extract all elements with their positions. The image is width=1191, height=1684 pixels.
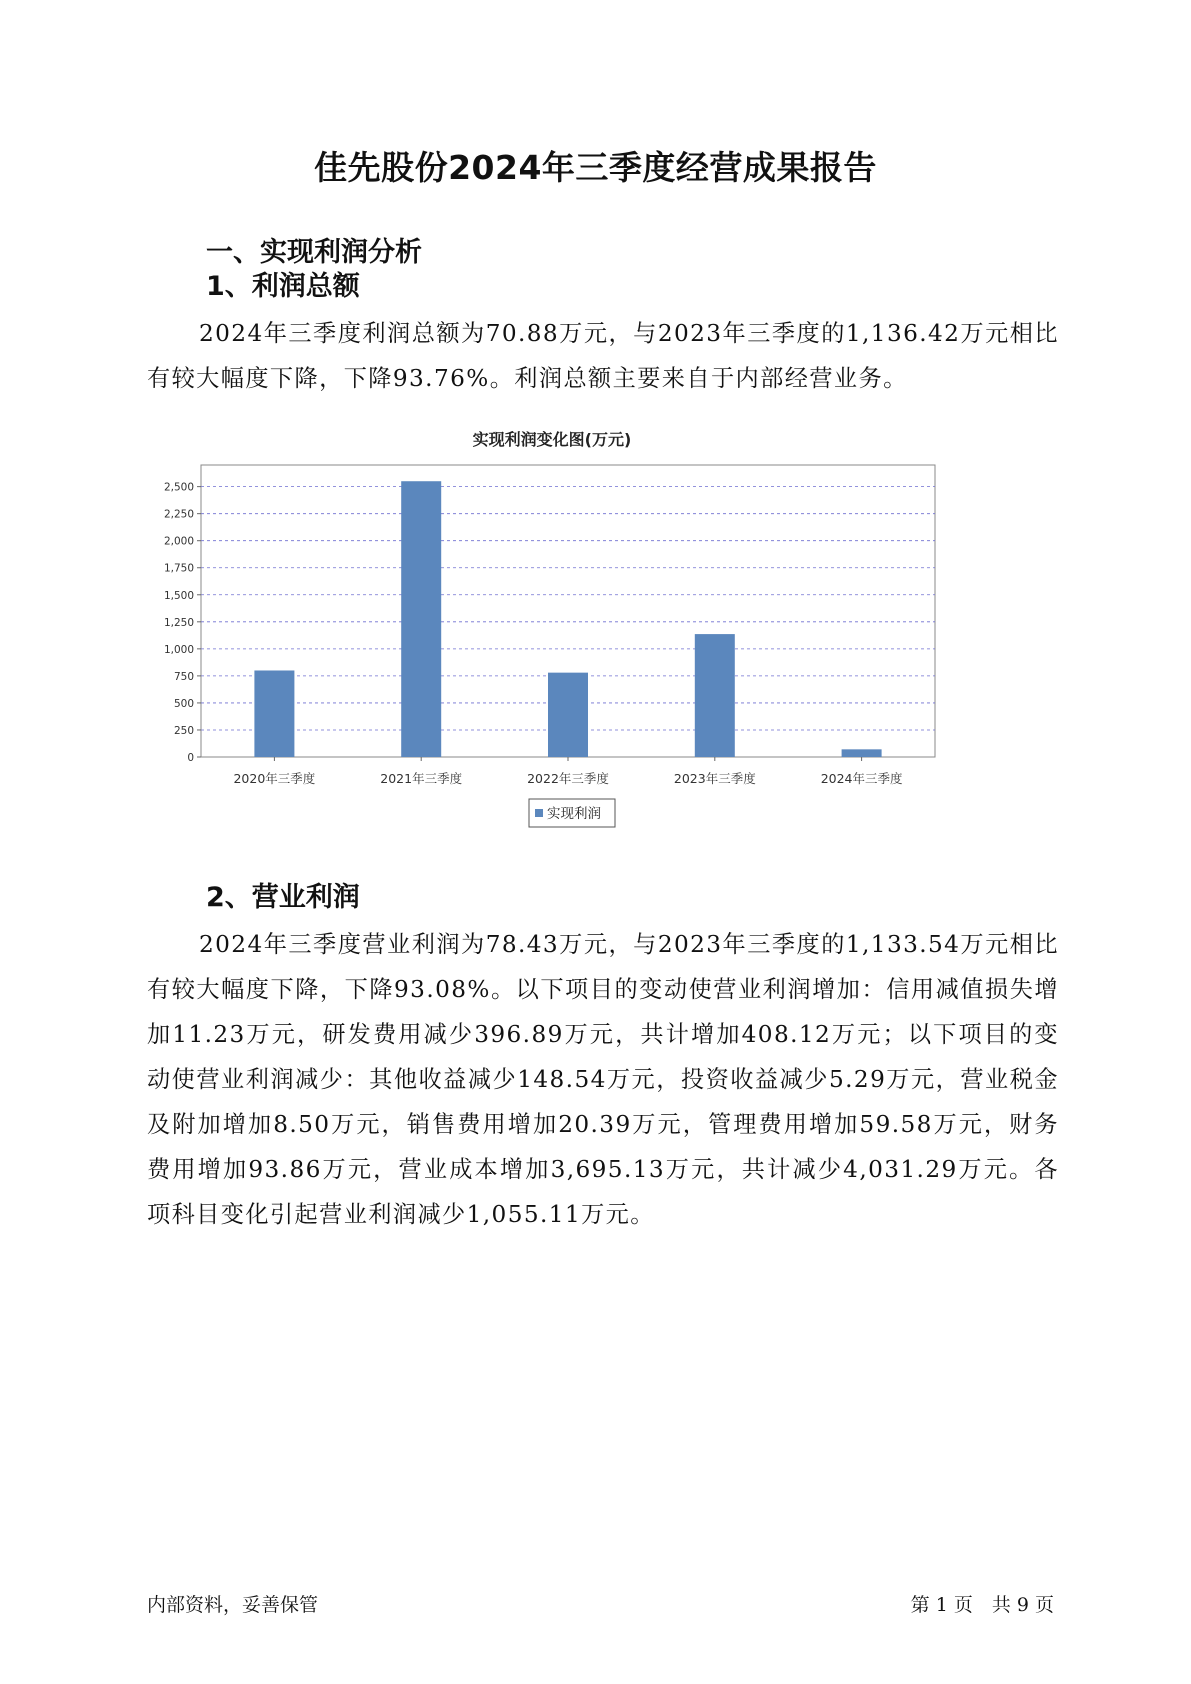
- y-tick-label: 500: [173, 697, 194, 710]
- x-tick-label: 2023年三季度: [673, 771, 756, 786]
- x-tick-label: 2022年三季度: [527, 771, 609, 786]
- y-tick-label: 0: [187, 752, 194, 764]
- x-tick-label: 2020年三季度: [233, 771, 316, 786]
- bar-4: [695, 634, 735, 757]
- section-heading-profit-analysis: 一、实现利润分析: [206, 237, 422, 268]
- page-title: 佳先股份2024年三季度经营成果报告: [314, 148, 877, 187]
- y-tick-label: 1,500: [163, 589, 194, 602]
- paragraph-total-profit: 2024年三季度利润总额为70.88万元，与2023年三季度的1,136.42万元相比有较大幅度下降，下降93.76%。利润总额主要来自于内部经营业务。: [147, 320, 1059, 392]
- chart-legend: [529, 799, 615, 827]
- y-tick-label: 1,750: [163, 562, 194, 575]
- x-tick-label: 2021年三季度: [380, 771, 463, 786]
- legend-swatch: [535, 809, 543, 817]
- y-tick-label: 2,500: [163, 481, 194, 494]
- bar-2: [401, 481, 441, 757]
- paragraph-operating-profit: 2024年三季度营业利润为78.43万元，与2023年三季度的1,133.54万元相比有较大幅度下降，下降93.08%。以下项目的变动使营业利润增加：信用减值损失增加11.23万元，研发费用减少396.89万元，共计增加408.12万元；以下项目的变动使营业利润减少：其他收益减少148.54万元，投资收益减少5.29万元，营业税金及附加增加8.50万元，销售费用增加20.39万元，管理费用增加59.58万元，财务费用增加93.86万元，营业成本增加3,695.13万元，共计减少4,031.29万元。各项科目变化引起营业利润减少1,055.11万元。: [147, 931, 1059, 1228]
- y-tick-label: 1,000: [163, 643, 194, 656]
- y-tick-label: 250: [173, 724, 194, 737]
- bar-5: [842, 749, 882, 757]
- footer-confidential-note: 内部资料，妥善保管: [147, 1594, 319, 1616]
- y-tick-label: 750: [173, 670, 194, 683]
- y-tick-label: 2,250: [163, 508, 194, 521]
- y-tick-label: 2,000: [163, 535, 194, 548]
- profit-bar-chart: [148, 420, 948, 822]
- chart-title: 实现利润变化图(万元): [472, 430, 632, 449]
- subheading-total-profit: 1、利润总额: [206, 271, 360, 302]
- bar-3: [548, 673, 588, 757]
- legend-label: 实现利润: [547, 806, 601, 822]
- subheading-operating-profit: 2、营业利润: [206, 882, 360, 913]
- x-tick-label: 2024年三季度: [820, 771, 903, 786]
- footer-page-number: 第 1 页 共 9 页: [910, 1594, 1054, 1616]
- y-tick-label: 1,250: [163, 616, 194, 629]
- bar-1: [254, 670, 294, 757]
